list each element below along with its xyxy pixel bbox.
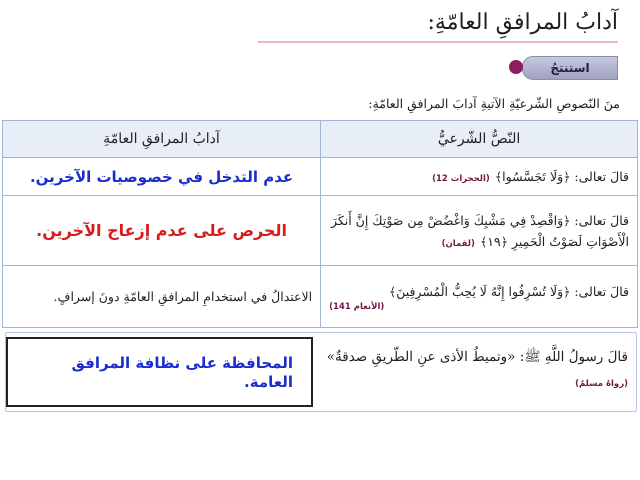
table-row	[3, 158, 638, 196]
hadith-answer-box	[6, 337, 313, 407]
table-row	[3, 196, 638, 266]
row-answer-cell	[3, 266, 321, 328]
row-text-cell	[321, 266, 638, 328]
page-title: آدابُ المرافقِ العامّةِ:	[258, 10, 618, 43]
header-text-column: النّصُّ الشّرعيُّ	[321, 121, 638, 158]
verse-text: قالَ تعالى: ﴿وَاقْصِدْ فِي مَشْيِكَ وَاغْضُضْ مِن صَوْتِكَ إِنَّ أَنكَرَ الْأَصْوَاتِ لَصَوْتُ الْحَمِيرِ ﴿١٩﴾	[330, 212, 629, 249]
hadith-reference: (رواهُ مسلمٌ)	[575, 379, 628, 389]
badge-label: استنتجُ	[550, 61, 590, 75]
verse-text: قالَ تعالى: ﴿وَلَا تَجَسَّسُوا﴾	[494, 169, 629, 184]
verse-reference: (الحجرات 12)	[432, 174, 490, 184]
answer-text: عدم التدخل في خصوصيات الآخرين.	[29, 168, 294, 186]
hadith-answer-cell	[6, 333, 313, 411]
verse-reference: (الأنعام 141)	[329, 301, 385, 312]
header-adab-column: آدابُ المرافقِ العامّةِ	[3, 121, 321, 158]
table-header-row	[3, 121, 638, 158]
deduce-badge	[522, 56, 618, 80]
row-text-cell	[321, 196, 638, 266]
answer-text: الحرص على عدم إزعاج الآخرين.	[36, 221, 287, 240]
row-answer-cell	[3, 196, 321, 266]
verse-reference: (لقمان)	[441, 238, 475, 249]
row-text-cell	[321, 158, 638, 196]
verse-text: قالَ تعالى: ﴿وَلَا تُسْرِفُوا إِنَّهُ لَا يُحِبُّ الْمُسْرِفِينَ﴾	[388, 283, 629, 299]
answer-text: الاعتدالُ في استخدامِ المرافقِ العامّةِ دونَ إسرافٍ.	[53, 289, 313, 304]
hadith-text-cell	[313, 333, 636, 411]
badge-dot-icon	[509, 60, 523, 74]
table-row	[3, 266, 638, 328]
hadith-text: قالَ رسولُ اللَّهِ ﷺ: «وتميطُ الأذى عنِ الطّريقِ صدقةٌ»	[326, 349, 628, 365]
answer-text: المحافظة على نظافة المرافق العامة.	[71, 354, 293, 391]
hadith-panel	[5, 332, 637, 412]
row-answer-cell	[3, 158, 321, 196]
adab-table	[2, 120, 638, 328]
intro-text: منَ النّصوصِ الشّرعيّةِ الآتيةِ آدابَ المرافقِ العامّةِ:	[368, 96, 620, 111]
